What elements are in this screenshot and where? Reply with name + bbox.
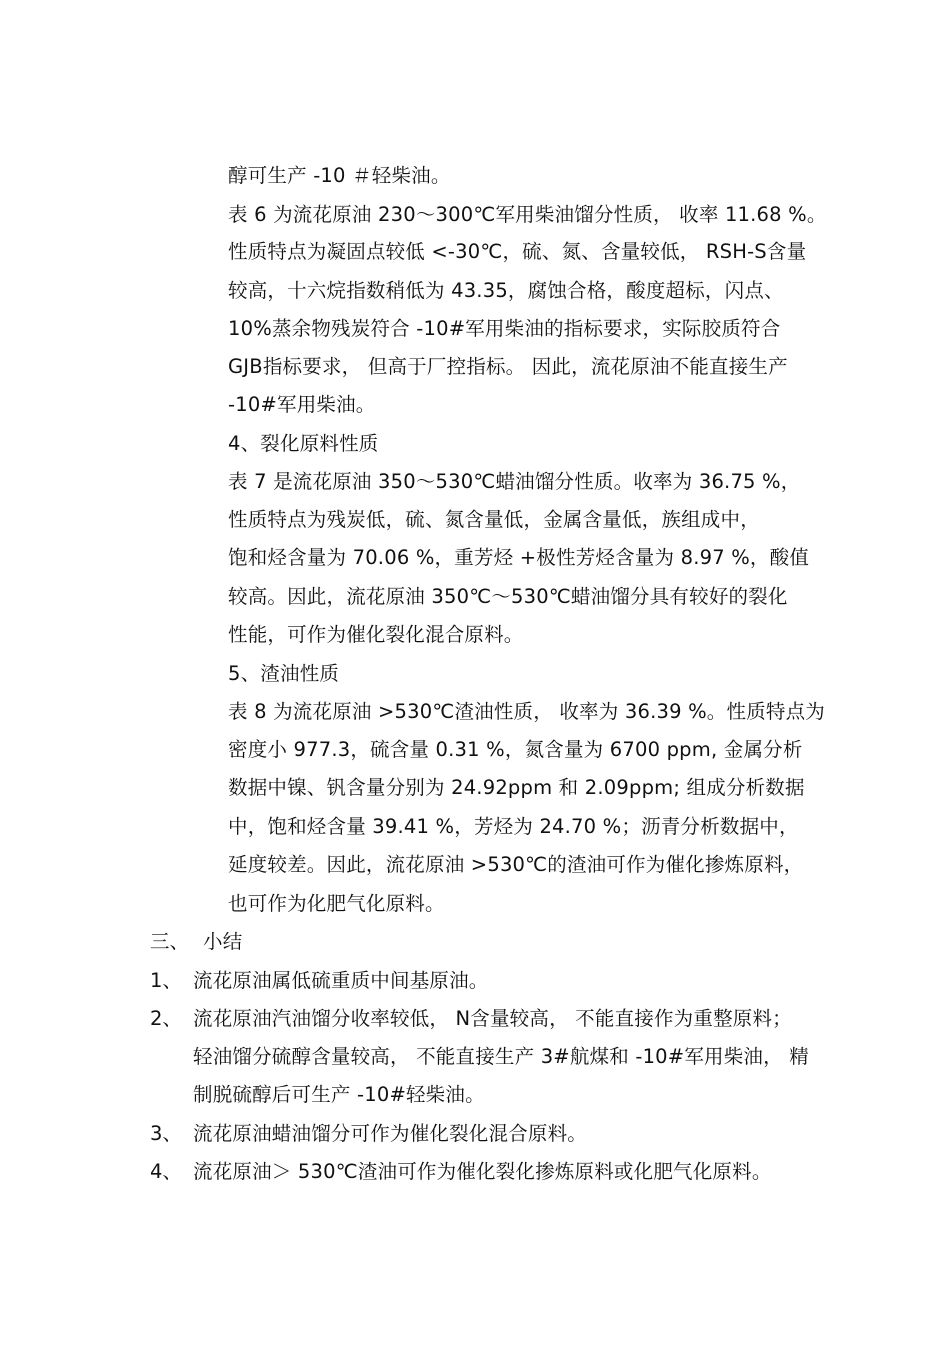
text-line: 性质特点为残炭低，硫、氮含量低，金属含量低，族组成中， xyxy=(228,508,760,531)
text-line: 表 8 为流花原油 >530℃渣油性质， 收率为 36.39 %。性质特点为 xyxy=(228,700,826,723)
text-line: 表 6 为流花原油 230～300℃军用柴油馏分性质， 收率 11.68 %。 xyxy=(228,203,827,226)
summary-heading-number: 三、 xyxy=(150,930,190,953)
text-line: 表 7 是流花原油 350～530℃蜡油馏分性质。收率为 36.75 %， xyxy=(228,470,801,493)
text-line: 饱和烃含量为 70.06 %，重芳烃 +极性芳烃含量为 8.97 %，酸值 xyxy=(228,546,810,569)
list-item-continuation: 制脱硫醇后可生产 -10#轻柴油。 xyxy=(193,1083,485,1106)
text-line: 延度较差。因此，流花原油 >530℃的渣油可作为催化掺炼原料， xyxy=(228,853,804,876)
text-line: 较高，十六烷指数稍低为 43.35，腐蚀合格，酸度超标，闪点、 xyxy=(228,279,784,302)
list-item: 流花原油汽油馏分收率较低， N含量较高， 不能直接作为重整原料； xyxy=(193,1007,792,1030)
list-item: 流花原油属低硫重质中间基原油。 xyxy=(193,969,489,992)
text-line: -10#军用柴油。 xyxy=(228,393,376,416)
text-line: 较高。因此，流花原油 350℃～530℃蜡油馏分具有较好的裂化 xyxy=(228,585,788,608)
list-number: 1、 xyxy=(150,969,182,992)
text-line: GJB指标要求， 但高于厂控指标。 因此，流花原油不能直接生产 xyxy=(228,355,788,378)
text-line: 醇可生产 -10 ＃轻柴油。 xyxy=(228,164,451,187)
list-number: 2、 xyxy=(150,1007,182,1030)
list-item: 流花原油＞ 530℃渣油可作为催化裂化掺炼原料或化肥气化原料。 xyxy=(193,1160,772,1183)
list-item-continuation: 轻油馏分硫醇含量较高， 不能直接生产 3#航煤和 -10#军用柴油， 精 xyxy=(193,1045,809,1068)
text-line: 性能，可作为催化裂化混合原料。 xyxy=(228,623,524,646)
text-line: 10%蒸余物残炭符合 -10#军用柴油的指标要求，实际胶质符合 xyxy=(228,317,781,340)
list-number: 3、 xyxy=(150,1122,182,1145)
text-line: 性质特点为凝固点较低 <-30℃，硫、氮、含量较低， RSH-S含量 xyxy=(228,240,807,263)
list-item: 流花原油蜡油馏分可作为催化裂化混合原料。 xyxy=(193,1122,588,1145)
text-line: 也可作为化肥气化原料。 xyxy=(228,892,445,915)
list-number: 4、 xyxy=(150,1160,182,1183)
text-line: 中，饱和烃含量 39.41 %，芳烃为 24.70 %；沥青分析数据中， xyxy=(228,815,799,838)
summary-heading: 小结 xyxy=(203,930,243,953)
section-heading: 4、裂化原料性质 xyxy=(228,432,379,455)
text-line: 密度小 977.3，硫含量 0.31 %，氮含量为 6700 ppm, 金属分析 xyxy=(228,738,803,761)
section-heading: 5、渣油性质 xyxy=(228,662,340,685)
text-line: 数据中镍、钒含量分别为 24.92ppm 和 2.09ppm; 组成分析数据 xyxy=(228,776,805,799)
